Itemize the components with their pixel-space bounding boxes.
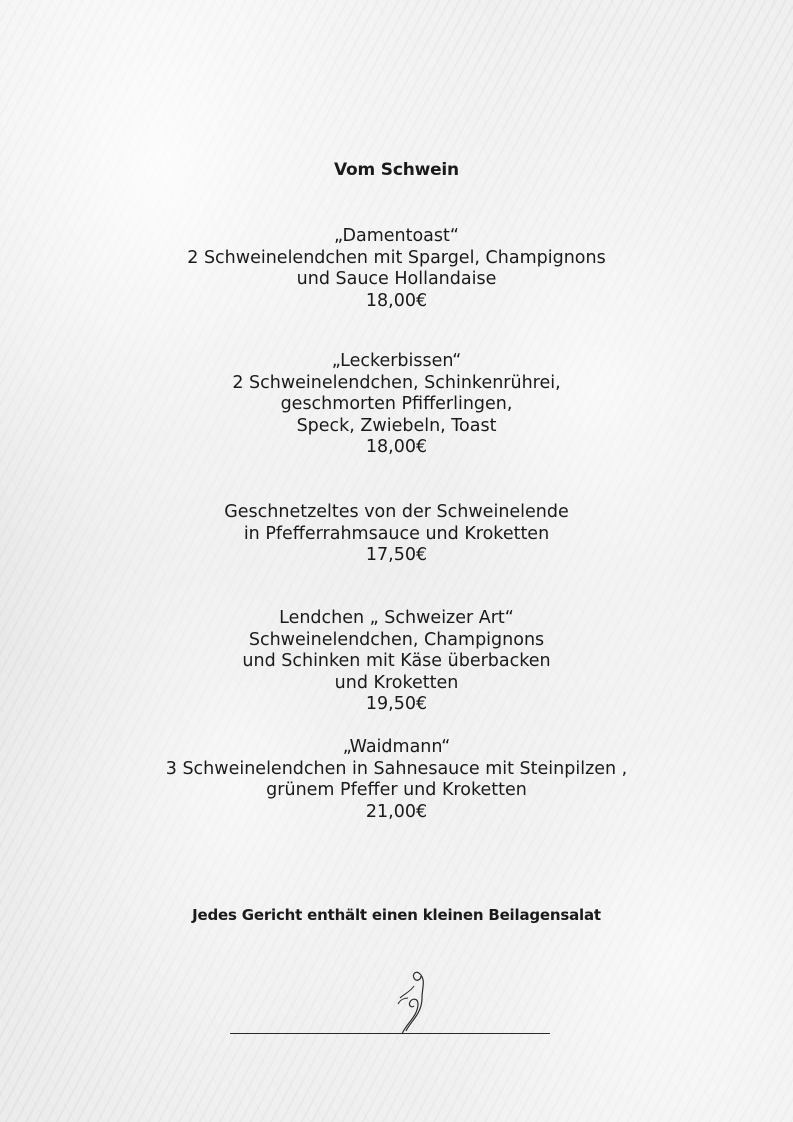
dish-leckerbissen: [0, 351, 793, 459]
dish-name: „Damentoast“: [334, 226, 459, 246]
signature-line: [230, 1033, 550, 1034]
dish-description-line: Schweinelendchen, Champignons: [248, 629, 545, 650]
dish-price: 18,00€: [365, 437, 428, 457]
dish-description-line: 2 Schweinelendchen mit Spargel, Champignons: [187, 247, 606, 268]
footer-note: Jedes Gericht enthält einen kleinen Beilagensalat: [192, 906, 601, 924]
dish-price: 17,50€: [365, 545, 428, 565]
dish-description-line: und Schinken mit Käse überbacken: [242, 651, 551, 671]
dish-name: „Waidmann“: [342, 737, 451, 757]
dish-description-line: geschmorten Pfifferlingen,: [280, 394, 513, 414]
dish-price: 19,50€: [365, 694, 428, 714]
ornament-flourish-icon: [388, 968, 438, 1038]
dish-geschnetzeltes: [0, 502, 793, 567]
section-title: Vom Schwein: [334, 160, 459, 180]
dish-price: 18,00€: [365, 290, 428, 311]
dish-description-line: 2 Schweinelendchen, Schinkenrührei,: [232, 372, 561, 393]
dish-description-line: in Pfefferrahmsauce und Kroketten: [243, 523, 550, 544]
dish-description-line: und Sauce Hollandaise: [296, 269, 497, 289]
dish-description-line: grünem Pfeffer und Kroketten: [266, 780, 527, 800]
dish-name: Lendchen „ Schweizer Art“: [279, 608, 514, 628]
dish-damentoast: [0, 226, 793, 312]
dish-lendchen-schweizer-art: [0, 608, 793, 716]
dish-waidmann: [0, 737, 793, 823]
dish-name: Geschnetzeltes von der Schweinelende: [224, 502, 569, 522]
dish-description-line: Speck, Zwiebeln, Toast: [296, 415, 497, 436]
dish-description-line: und Kroketten: [334, 672, 459, 693]
dish-name: „Leckerbissen“: [331, 351, 462, 371]
dish-price: 21,00€: [365, 801, 428, 822]
dish-description-line: 3 Schweinelendchen in Sahnesauce mit Steinpilzen ,: [165, 758, 628, 779]
